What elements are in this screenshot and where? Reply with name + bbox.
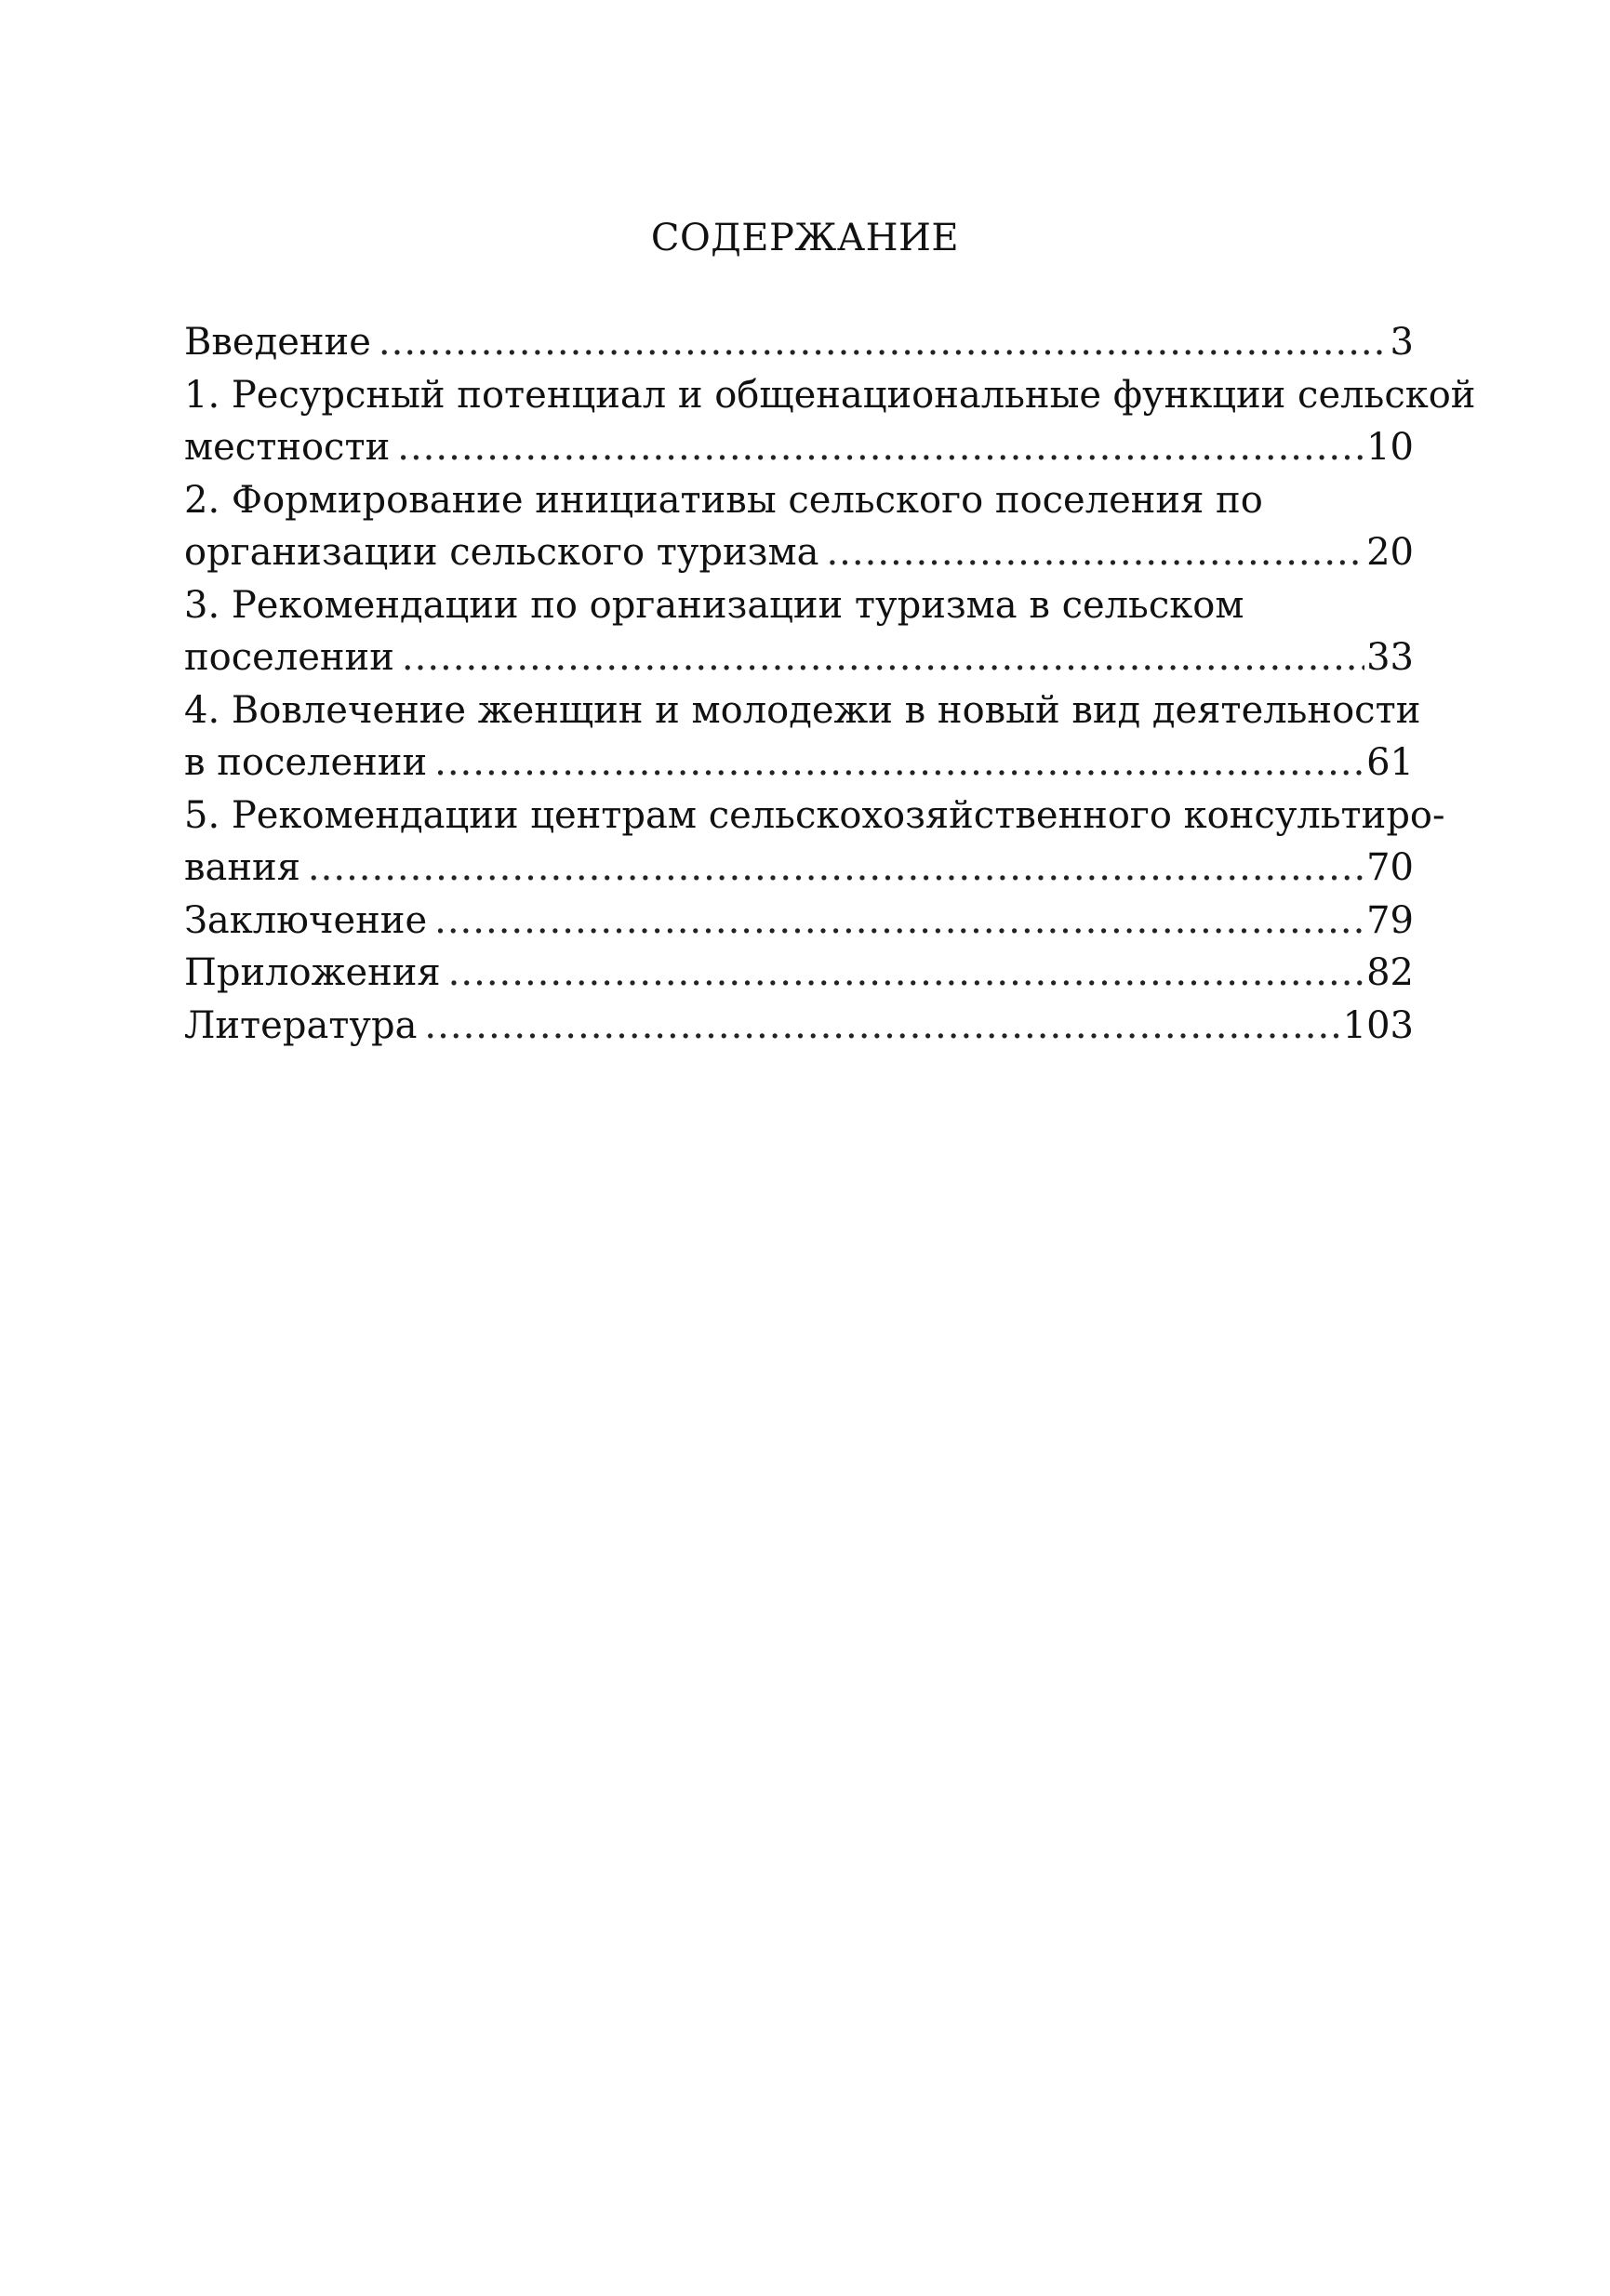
toc-entry-label-continued: в поселении: [184, 741, 428, 784]
toc-entry-literature[interactable]: [184, 1000, 1414, 1053]
toc-line: [184, 895, 1414, 948]
toc-line: [184, 526, 1414, 579]
toc-entry-chapter-5[interactable]: [184, 790, 1445, 895]
dot-leader: [397, 421, 1364, 474]
toc-line: [184, 790, 1445, 843]
toc-page-number: 61: [1366, 741, 1414, 784]
toc-entry-conclusion[interactable]: [184, 895, 1414, 948]
toc-page-number: 82: [1366, 951, 1414, 994]
toc-entry-label-continued: местности: [184, 426, 391, 469]
toc-entry-chapter-2[interactable]: [184, 474, 1414, 579]
toc-page-number: 103: [1342, 1003, 1414, 1047]
toc-line: [184, 1000, 1414, 1053]
toc-entry-label-continued: поселении: [184, 636, 394, 679]
toc-entry-label: Литература: [184, 1003, 418, 1047]
toc-entry-label: 2. Формирование инициативы сельского поселения по: [184, 478, 1263, 522]
dot-leader: [308, 842, 1364, 895]
toc-entry-chapter-1[interactable]: [184, 369, 1476, 474]
toc-page-number: 33: [1366, 636, 1414, 679]
toc-line: [184, 579, 1414, 632]
dot-leader: [434, 737, 1364, 790]
toc-line: [184, 474, 1414, 527]
toc-page-number: 79: [1366, 898, 1414, 942]
toc-line: [184, 842, 1414, 895]
toc-entry-label: Введение: [184, 321, 371, 364]
toc-line: [184, 421, 1414, 474]
toc-entry-label-continued: вания: [184, 846, 300, 889]
toc-line: [184, 737, 1414, 790]
toc-entry-label: 1. Ресурсный потенциал и общенациональные функции сельской: [184, 373, 1476, 417]
toc-page-number: 20: [1366, 531, 1414, 574]
toc-entry-label: 3. Рекомендации по организации туризма в сельском: [184, 583, 1244, 627]
toc-entry-label: 4. Вовлечение женщин и молодежи в новый вид деятельности: [184, 688, 1421, 732]
dot-leader: [434, 895, 1364, 948]
toc-line: [184, 631, 1414, 684]
table-of-contents: [184, 316, 1476, 1052]
toc-line: [184, 316, 1414, 369]
toc-entry-label: Приложения: [184, 951, 441, 994]
dot-leader: [448, 947, 1364, 1000]
toc-entry-label: 5. Рекомендации центрам сельскохозяйственного консультиро-: [184, 793, 1445, 837]
toc-entry-introduction[interactable]: [184, 316, 1414, 369]
dot-leader: [424, 1000, 1340, 1053]
toc-line: [184, 369, 1476, 422]
toc-line: [184, 947, 1414, 1000]
page-title: СОДЕРЖАНИЕ: [650, 217, 960, 259]
toc-entry-chapter-3[interactable]: [184, 579, 1414, 684]
dot-leader: [379, 316, 1389, 369]
toc-page-number: 10: [1366, 426, 1414, 469]
toc-page-number: 70: [1366, 846, 1414, 889]
toc-entry-label-continued: организации сельского туризма: [184, 531, 819, 574]
toc-entry-appendices[interactable]: [184, 947, 1414, 1000]
toc-entry-chapter-4[interactable]: [184, 684, 1421, 790]
dot-leader: [826, 526, 1364, 579]
toc-page-number: 3: [1390, 321, 1414, 364]
toc-line: [184, 684, 1421, 737]
toc-entry-label: Заключение: [184, 898, 428, 942]
dot-leader: [402, 631, 1364, 684]
